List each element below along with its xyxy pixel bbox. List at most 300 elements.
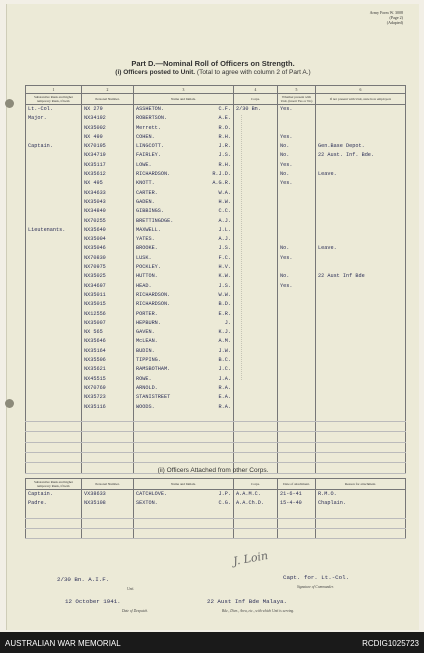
attached-name-cell: [134, 499, 234, 508]
officer-rank: Captain.: [26, 142, 82, 151]
blank-cell: [278, 442, 316, 452]
officer-initials: R.H.: [218, 133, 231, 140]
officer-number: NX35011: [82, 291, 134, 300]
column-header: If not present with Unit, state how employed.: [316, 94, 406, 105]
officer-present: [278, 337, 316, 346]
officer-name-cell: [134, 384, 234, 393]
blank-cell: [316, 529, 406, 539]
officer-initials: A.J.: [218, 236, 231, 243]
officer-employed: [316, 105, 406, 115]
officer-number: NX70255: [82, 217, 134, 226]
officer-present: [278, 235, 316, 244]
officer-employed: [316, 319, 406, 328]
table-row: [26, 133, 406, 142]
blank-cell: [82, 432, 134, 442]
officer-number: NX35164: [82, 347, 134, 356]
officer-number: NX70195: [82, 142, 134, 151]
officer-number: NX35046: [82, 244, 134, 253]
officer-number: NX35116: [82, 403, 134, 412]
blank-cell: [316, 518, 406, 528]
blank-cell: [134, 529, 234, 539]
officer-number: NX70830: [82, 254, 134, 263]
officer-initials: J.S.: [218, 245, 231, 252]
column-number: 3: [134, 86, 234, 94]
archive-id: RCDIG1025723: [362, 639, 419, 648]
officer-name: LINGCOTT.: [136, 143, 165, 150]
column-number: 4: [234, 86, 278, 94]
table-row: [26, 375, 406, 384]
officer-present: [278, 263, 316, 272]
table-row: [26, 124, 406, 133]
table-row: [26, 347, 406, 356]
officer-initials: C.F.: [218, 106, 231, 112]
attached-reason: Chaplain.: [316, 499, 406, 508]
officer-name-cell: [134, 337, 234, 346]
officer-employed: [316, 263, 406, 272]
officer-present: No.: [278, 142, 316, 151]
officer-number: NX35015: [82, 300, 134, 309]
officer-present: [278, 375, 316, 384]
officer-rank: [26, 384, 82, 393]
officer-rank: [26, 310, 82, 319]
officer-name-cell: [134, 263, 234, 272]
officer-name: ROBERTSON.: [136, 115, 168, 122]
officer-name-cell: [134, 189, 234, 198]
blank-cell: [26, 509, 82, 519]
blank-cell: [234, 412, 278, 422]
blank-cell: [82, 412, 134, 422]
officer-name-cell: [134, 207, 234, 216]
officer-present: Yes.: [278, 254, 316, 263]
officer-initials: A.G.R.: [212, 180, 231, 187]
attached-number: NX35108: [82, 499, 134, 508]
blank-cell: [134, 412, 234, 422]
officer-name-cell: [134, 347, 234, 356]
officer-name: HEAD.: [136, 282, 152, 289]
officer-name-cell: [134, 291, 234, 300]
officer-name: RICHARDSON.: [136, 171, 171, 178]
officer-name: BROOKE.: [136, 245, 158, 252]
column-number: 2: [82, 86, 134, 94]
officer-initials: A.J.: [218, 217, 231, 224]
officer-employed: [316, 356, 406, 365]
table-row: [26, 151, 406, 160]
officer-name-cell: [134, 198, 234, 207]
officer-employed: [316, 328, 406, 337]
officer-employed: [316, 124, 406, 133]
table-row: [26, 105, 406, 115]
officer-initials: J.L.: [218, 226, 231, 233]
blank-cell: [278, 452, 316, 462]
officer-name: HEPBURN.: [136, 319, 161, 326]
officer-number: NX35007: [82, 319, 134, 328]
officer-initials: E.R.: [218, 310, 231, 317]
officer-name: KNOTT.: [136, 180, 155, 187]
attached-initials: J.P.: [218, 491, 231, 497]
officer-initials: J.A.: [218, 375, 231, 382]
blank-cell: [234, 432, 278, 442]
officer-number: NX70769: [82, 384, 134, 393]
attached-initials: C.G.: [218, 500, 231, 507]
officer-number: NX35025: [82, 272, 134, 281]
archive-footer: [0, 632, 424, 653]
officer-employed: 22 Aust Inf Bde: [316, 272, 406, 281]
officer-corps: [234, 384, 278, 393]
blank-cell: [278, 422, 316, 432]
officer-rank: Lieutenants.: [26, 226, 82, 235]
officer-name: COHEN.: [136, 133, 155, 140]
officer-rank: [26, 337, 82, 346]
officer-present: [278, 114, 316, 123]
officer-initials: R.O.: [218, 124, 231, 131]
table-row: [26, 114, 406, 123]
officer-name: YATES.: [136, 236, 155, 243]
officer-employed: [316, 282, 406, 291]
punch-hole: [5, 399, 14, 408]
officer-present: [278, 393, 316, 402]
officer-present: [278, 189, 316, 198]
officer-name-cell: [134, 235, 234, 244]
column-number: 5: [278, 86, 316, 94]
column-header: Corps.: [234, 94, 278, 105]
officer-present: [278, 300, 316, 309]
officer-present: [278, 356, 316, 365]
blank-cell: [316, 432, 406, 442]
blank-cell: [316, 452, 406, 462]
attached-name-cell: [134, 490, 234, 500]
document-page: [6, 4, 419, 630]
officer-rank: [26, 179, 82, 188]
attached-row: [26, 499, 406, 508]
blank-cell: [278, 518, 316, 528]
blank-cell: [234, 518, 278, 528]
officer-name: GIBBINGS.: [136, 208, 165, 215]
officer-employed: [316, 291, 406, 300]
officer-name-cell: [134, 254, 234, 263]
officer-present: [278, 328, 316, 337]
officer-name-cell: [134, 393, 234, 402]
officer-present: Yes.: [278, 105, 316, 115]
officer-name-cell: [134, 217, 234, 226]
officer-employed: [316, 375, 406, 384]
table-row: [26, 170, 406, 179]
table-row: [26, 310, 406, 319]
blank-cell: [134, 432, 234, 442]
blank-cell: [316, 422, 406, 432]
officer-initials: J.S.: [218, 152, 231, 159]
officer-number: NX45515: [82, 375, 134, 384]
location-caption: Bde., Divn., Area, etc., with which Unit is serving.: [222, 609, 295, 613]
blank-cell: [278, 432, 316, 442]
blank-row: [26, 422, 406, 432]
officer-name: WOODS.: [136, 403, 155, 410]
officer-name-cell: [134, 282, 234, 291]
officer-number: NX34192: [82, 114, 134, 123]
officer-employed: [316, 114, 406, 123]
officer-name: ROWE.: [136, 375, 152, 382]
officer-initials: B.C.: [218, 357, 231, 364]
officer-initials: A.M.: [218, 338, 231, 345]
officer-name: POCKLEY.: [136, 264, 161, 271]
officer-initials: W.W.: [218, 291, 231, 298]
officer-rank: [26, 254, 82, 263]
table-row: [26, 217, 406, 226]
blank-cell: [234, 452, 278, 462]
officer-present: [278, 198, 316, 207]
officer-name-cell: [134, 105, 234, 115]
officer-number: NX 495: [82, 179, 134, 188]
officer-present: No.: [278, 151, 316, 160]
officer-present: [278, 310, 316, 319]
blank-cell: [26, 412, 82, 422]
officer-name: HUTTON.: [136, 273, 158, 280]
table-row: [26, 207, 406, 216]
officer-name-cell: [134, 403, 234, 412]
officer-number: NX35004: [82, 235, 134, 244]
table-row: [26, 272, 406, 281]
officer-present: [278, 365, 316, 374]
officer-present: No.: [278, 244, 316, 253]
officer-present: [278, 347, 316, 356]
officer-name: Merrett.: [136, 124, 161, 131]
officer-initials: K.J.: [218, 329, 231, 336]
officer-name-cell: [134, 319, 234, 328]
officer-name: RICHARDSON.: [136, 291, 171, 298]
officer-name: BRETTINGDGE.: [136, 217, 174, 224]
officer-number: NX35043: [82, 198, 134, 207]
officer-employed: [316, 207, 406, 216]
officer-name: MAXWELL.: [136, 226, 161, 233]
officer-present: [278, 319, 316, 328]
attached-rank: Captain.: [26, 490, 82, 500]
table-row: [26, 384, 406, 393]
blank-cell: [26, 432, 82, 442]
officer-employed: [316, 198, 406, 207]
blank-row: [26, 509, 406, 519]
officer-employed: [316, 347, 406, 356]
blank-cell: [134, 452, 234, 462]
officer-name: ASSHETON.: [136, 106, 165, 112]
blank-cell: [234, 509, 278, 519]
blank-cell: [26, 442, 82, 452]
officer-name-cell: [134, 328, 234, 337]
officer-initials: J.C.: [218, 366, 231, 373]
officer-rank: Lt.-Col.: [26, 105, 82, 115]
officer-rank: [26, 365, 82, 374]
blank-cell: [26, 422, 82, 432]
officer-employed: [316, 393, 406, 402]
officer-name-cell: [134, 124, 234, 133]
table-row: [26, 337, 406, 346]
attached-column-header: Corps.: [234, 479, 278, 490]
form-reference: Army Form W. 3008 (Page 2) (Adapted): [369, 10, 403, 25]
officer-present: [278, 226, 316, 235]
attached-reason: R.M.O.: [316, 490, 406, 500]
officer-number: NX70975: [82, 263, 134, 272]
vertical-stamp-mark: [241, 115, 252, 380]
officer-present: [278, 403, 316, 412]
officer-name-cell: [134, 226, 234, 235]
table-row: [26, 189, 406, 198]
attached-date: 21-6-41: [278, 490, 316, 500]
officer-rank: [26, 244, 82, 253]
blank-cell: [82, 442, 134, 452]
table-row: [26, 403, 406, 412]
column-header: Name and Initials.: [134, 94, 234, 105]
unit-caption: Unit.: [127, 587, 135, 591]
officer-rank: [26, 375, 82, 384]
officer-number: NX 565: [82, 328, 134, 337]
officer-number: NX35506: [82, 356, 134, 365]
attached-corps: A.A.Ch.D.: [234, 499, 278, 508]
officer-number: NX35002: [82, 124, 134, 133]
officer-name-cell: [134, 170, 234, 179]
officer-present: Yes.: [278, 282, 316, 291]
blank-row: [26, 412, 406, 422]
table-row: [26, 142, 406, 151]
officer-initials: R.H.: [218, 161, 231, 168]
officer-initials: H.V.: [218, 264, 231, 271]
officer-name: BUDIN.: [136, 347, 155, 354]
officers-table: [25, 85, 406, 474]
officer-name-cell: [134, 244, 234, 253]
section2-title: (ii) Officers Attached from other Corps.: [157, 467, 269, 474]
attached-officers-table: [25, 478, 406, 539]
officer-number: NX35646: [82, 337, 134, 346]
blank-cell: [82, 422, 134, 432]
officer-present: [278, 217, 316, 226]
blank-cell: [82, 529, 134, 539]
officer-rank: [26, 300, 82, 309]
officer-rank: [26, 133, 82, 142]
commander-title: Capt. for. Lt.-Col.: [283, 574, 350, 581]
officer-initials: J.R.: [218, 143, 231, 150]
officer-name-cell: [134, 375, 234, 384]
blank-cell: [82, 452, 134, 462]
officer-rank: [26, 235, 82, 244]
officer-present: [278, 384, 316, 393]
officer-number: NX35621: [82, 365, 134, 374]
table-row: [26, 179, 406, 188]
officer-employed: [316, 310, 406, 319]
officer-number: NX35723: [82, 393, 134, 402]
column-header: Personal Number.: [82, 94, 134, 105]
attached-column-header: Substantive Rank and higher temporary Rank, if held.: [26, 479, 82, 490]
officer-rank: [26, 393, 82, 402]
column-number: 6: [316, 86, 406, 94]
officer-initials: A.E.: [218, 115, 231, 122]
table-row: [26, 291, 406, 300]
officer-name-cell: [134, 151, 234, 160]
blank-row: [26, 442, 406, 452]
officer-rank: [26, 217, 82, 226]
table-row: [26, 356, 406, 365]
officer-employed: [316, 217, 406, 226]
officer-number: NX34840: [82, 207, 134, 216]
officer-rank: [26, 328, 82, 337]
officer-rank: [26, 124, 82, 133]
officer-employed: Gen.Base Depot.: [316, 142, 406, 151]
officer-employed: [316, 235, 406, 244]
officer-employed: [316, 365, 406, 374]
blank-cell: [26, 518, 82, 528]
archive-name: AUSTRALIAN WAR MEMORIAL: [5, 639, 121, 648]
table-row: [26, 263, 406, 272]
officer-rank: [26, 291, 82, 300]
attached-date: 15-4-40: [278, 499, 316, 508]
table-row: [26, 393, 406, 402]
officer-name-cell: [134, 356, 234, 365]
attached-column-header: Name and Initials.: [134, 479, 234, 490]
officer-initials: W.A.: [218, 189, 231, 196]
officer-initials: B.D.: [218, 301, 231, 308]
officer-initials: R.A.: [218, 384, 231, 391]
officer-name: GADEN.: [136, 198, 155, 205]
section-title: (i) Officers posted to Unit. (Total to agree with column 2 of Part A.): [115, 69, 311, 76]
officer-corps: [234, 393, 278, 402]
officer-employed: [316, 254, 406, 263]
officer-employed: [316, 403, 406, 412]
table-row: [26, 198, 406, 207]
officer-employed: [316, 300, 406, 309]
attached-column-header: Personal Number.: [82, 479, 134, 490]
officer-rank: [26, 161, 82, 170]
officer-initials: J.: [224, 319, 231, 326]
officer-rank: [26, 319, 82, 328]
officer-name-cell: [134, 365, 234, 374]
officer-number: NX35117: [82, 161, 134, 170]
officer-number: NX34719: [82, 151, 134, 160]
officer-employed: [316, 161, 406, 170]
officer-initials: J.W.: [218, 347, 231, 354]
officer-number: NX 279: [82, 105, 134, 115]
blank-cell: [82, 518, 134, 528]
commander-caption: Signature of Commander.: [297, 585, 334, 589]
officer-name-cell: [134, 114, 234, 123]
blank-cell: [82, 509, 134, 519]
officer-initials: R.A.: [218, 403, 231, 410]
officer-name: PORTER.: [136, 310, 158, 317]
officer-number: NX35640: [82, 226, 134, 235]
blank-cell: [234, 422, 278, 432]
officer-rank: [26, 198, 82, 207]
blank-cell: [278, 412, 316, 422]
officer-present: [278, 207, 316, 216]
officer-employed: Leave.: [316, 170, 406, 179]
attached-column-header: Date of attachment.: [278, 479, 316, 490]
blank-cell: [26, 452, 82, 462]
officer-name: FAIRLEY.: [136, 152, 161, 159]
officer-employed: Leave.: [316, 244, 406, 253]
officer-number: NX35612: [82, 170, 134, 179]
table-row: [26, 254, 406, 263]
formation-location: 22 Aust Inf Bde Malaya.: [207, 598, 288, 605]
attached-row: [26, 490, 406, 500]
column-header: Whether present with Unit, (insert Yes or No): [278, 94, 316, 105]
table-row: [26, 161, 406, 170]
blank-cell: [234, 442, 278, 452]
officer-rank: [26, 170, 82, 179]
blank-cell: [134, 509, 234, 519]
blank-cell: [134, 442, 234, 452]
officer-employed: [316, 384, 406, 393]
table-row: [26, 328, 406, 337]
despatch-date: 12 October 1941.: [65, 598, 121, 605]
officer-name: LOWE.: [136, 161, 152, 168]
commander-signature: J. Loin: [232, 549, 269, 568]
attached-column-header: Reason for attachment.: [316, 479, 406, 490]
officer-employed: 22 Aust. Inf. Bde.: [316, 151, 406, 160]
